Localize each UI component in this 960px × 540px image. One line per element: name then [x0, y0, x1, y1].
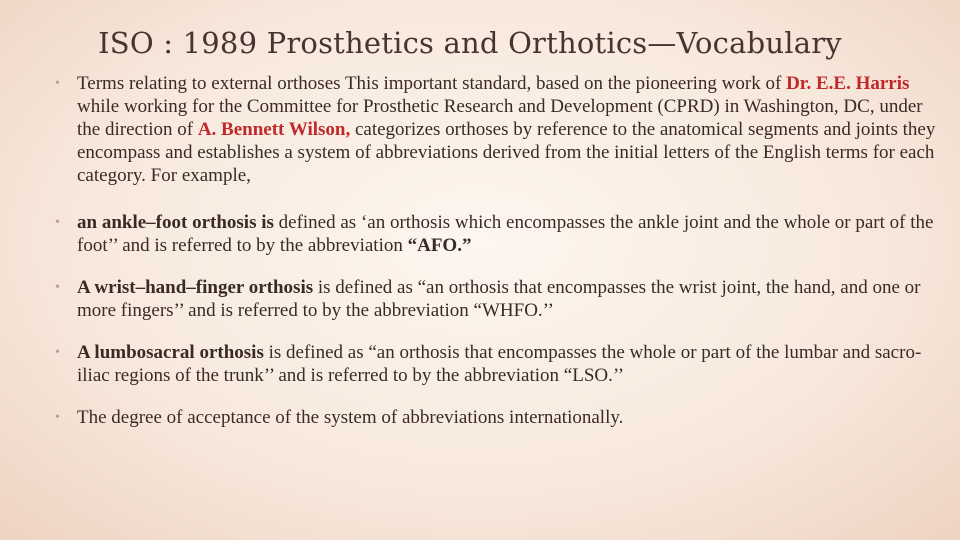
bullet-item-whfo: [55, 276, 945, 322]
highlight-name-wilson: A. Bennett Wilson,: [197, 119, 351, 140]
bold-term: an ankle–foot orthosis is: [77, 212, 274, 233]
bullet-icon: •: [55, 280, 60, 295]
bullet-text: is defined as “an orthosis that encompasses the wrist joint, the hand, and one or more fingers’’ and is referred to by the abbreviation “WHFO.’’: [77, 277, 921, 321]
bullet-icon: •: [55, 410, 60, 425]
bold-term: A lumbosacral orthosis: [77, 342, 264, 363]
bullet-text: defined as ‘an orthosis which encompasses the ankle joint and the whole or part of the foot’’ and is referred to by the abbreviation: [77, 212, 934, 256]
bullet-item-afo: [55, 211, 945, 257]
bullet-text: is defined as “an orthosis that encompasses the whole or part of the lumbar and sacro-iliac regions of the trunk’’ and is referred to by the abbreviation “LSO.’’: [77, 342, 922, 386]
bold-term: A wrist–hand–finger orthosis: [77, 277, 314, 298]
bullet-item-lso: [55, 341, 945, 387]
bullet-item-terms: [55, 72, 945, 187]
slide-title: ISO : 1989 Prosthetics and Orthotics—Vocabulary: [98, 26, 842, 60]
bullet-text: Terms relating to external orthoses This important standard, based on the pioneering work of: [77, 73, 787, 94]
bullet-list: [55, 72, 945, 447]
highlight-name-harris: Dr. E.E. Harris: [786, 73, 910, 94]
bullet-text: while working for the Committee for Prosthetic Research and Development (CPRD) in Washington, DC, under the direction of: [77, 96, 923, 140]
bullet-item-acceptance: [55, 406, 945, 429]
bullet-icon: •: [55, 215, 60, 230]
bullet-icon: •: [55, 76, 60, 91]
bullet-text: categorizes orthoses by reference to the anatomical segments and joints they encompass and establishes a system of abbreviations derived from the initial letters of the English terms for each category. For example,: [77, 119, 936, 186]
bullet-text: The degree of acceptance of the system of abbreviations internationally.: [77, 407, 624, 428]
bullet-icon: •: [55, 345, 60, 360]
bold-abbreviation: “AFO.”: [407, 235, 472, 256]
